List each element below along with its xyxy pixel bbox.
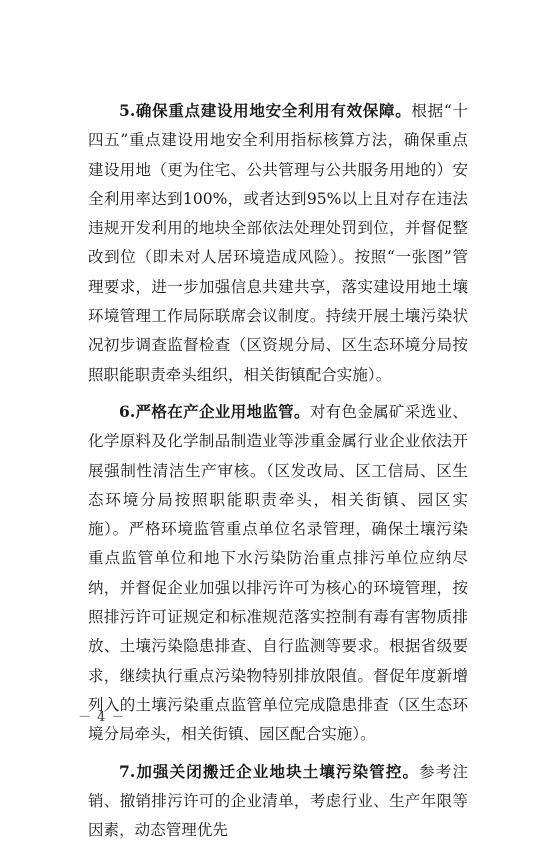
paragraph-6-body: 对有色金属矿采选业、化学原料及化学制品制造业等涉重金属行业企业依法开展强制性清洁生产审核。（区发改局、区工信局、区生态环境分局按照职能职责牵头，相关街镇、园区实施）。严格环境监管重点单位名录管理，确保土壤污染重点监管单位和地下水污染防治重点排污单位应纳尽纳，并督促企业加强以排污许可为核心的环境管理，按照排污许可证规定和标准规范落实控制有毒有害物质排放、土壤污染隐患排查、自行监测等要求。根据省级要求，继续执行重点污染物特别排放限值。督促年度新增列入的土壤污染重点监管单位完成隐患排查（区生态环境分局牵头，相关街镇、园区配合实施）。 xyxy=(88,402,468,744)
paragraph-7-body: 参考注销、撤销排污许可的企业清单，考虑行业、生产年限等因素，动态管理优先 xyxy=(88,762,468,840)
paragraph-5 xyxy=(88,96,468,390)
paragraph-6-heading: 6.严格在产企业用地监管。 xyxy=(119,401,310,421)
paragraph-7 xyxy=(88,757,468,846)
paragraph-6 xyxy=(88,397,468,750)
paragraph-7-heading: 7.加强关闭搬迁企业地块土壤污染管控。 xyxy=(119,761,420,781)
paragraph-5-body: 根据“十四五”重点建设用地安全利用指标核算方法，确保重点建设用地（更为住宅、公共管理与公共服务用地的）安全利用率达到100%，或者达到95%以上且对存在违法违规开发利用的地块全部依法处理处罚到位，并督促整改到位（即未对人居环境造成风险）。按照“一张图”管理要求，进一步加强信息共建共享，落实建设用地土壤环境管理工作局际联席会议制度。持续开展土壤污染状况初步调查监督检查（区资规分局、区生态环境分局按照职能职责牵头组织，相关街镇配合实施）。 xyxy=(88,102,468,384)
document-body xyxy=(88,96,468,852)
paragraph-5-heading: 5.确保重点建设用地安全利用有效保障。 xyxy=(119,101,412,120)
page-number: － 4 － xyxy=(78,710,126,725)
